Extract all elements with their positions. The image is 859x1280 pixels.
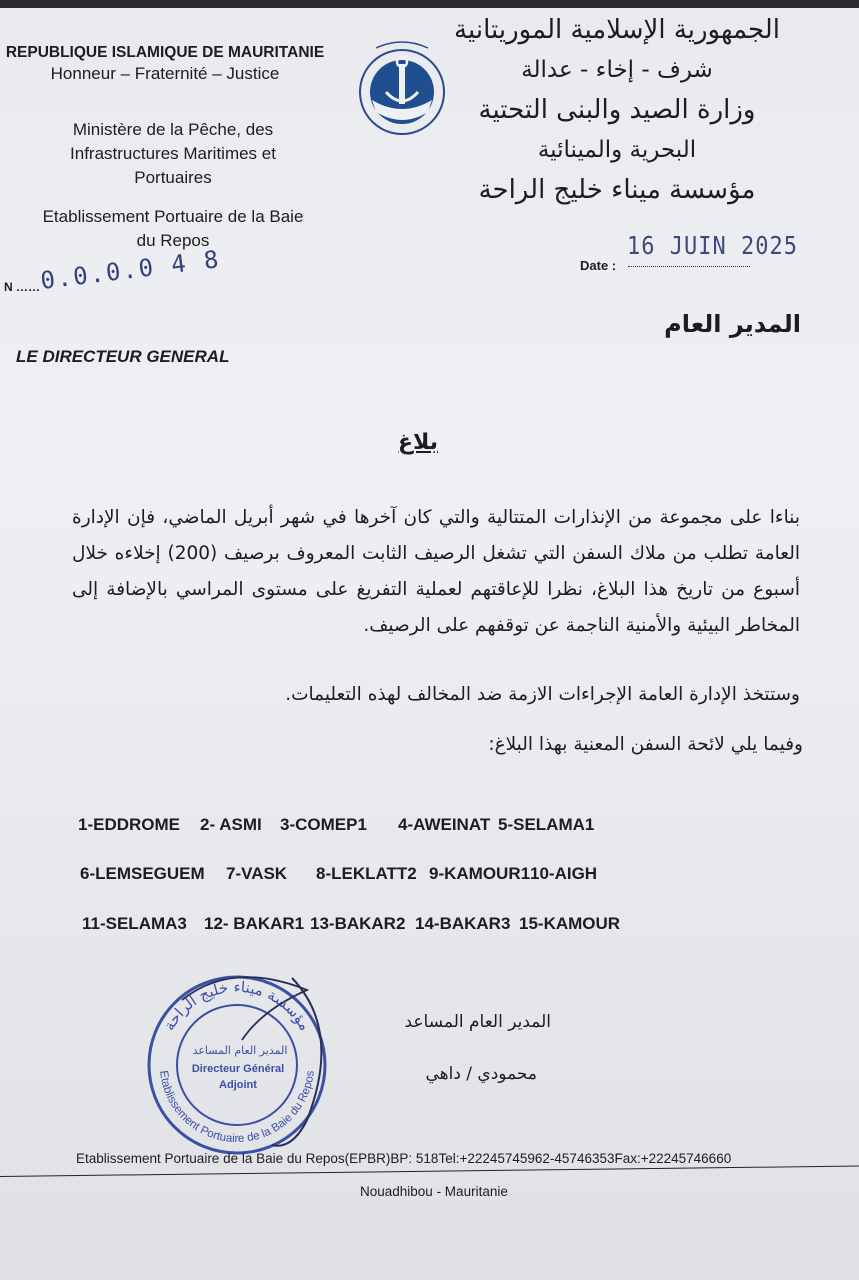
establishment-ar: مؤسسة ميناء خليج الراحة: [478, 175, 756, 205]
ship-item: 5-SELAMA1: [498, 815, 595, 834]
seal-outer-fr: Etablissement Portuaire de la Baie du Repos: [157, 1069, 317, 1146]
notice-title: بلاغ: [398, 430, 438, 455]
establishment-fr: Etablissement Portuaire de la Baie du Repos: [42, 207, 304, 250]
body-paragraph-2: وستتخذ الإدارة العامة الإجراءات الازمة ضد المخالف لهذه التعليمات.: [285, 684, 800, 705]
motto-ar: شرف - إخاء - عدالة: [521, 57, 713, 83]
ship-item: 4-AWEINAT: [398, 815, 491, 834]
date-stamp: 16 JUIN 2025: [627, 232, 798, 261]
ship-item: 13-BAKAR2: [310, 914, 406, 933]
ship-item: 3-COMEP1: [280, 815, 367, 834]
seal-inner-fr1: Directeur Général: [191, 1063, 285, 1075]
ministry-ar-line2: البحرية والمينائية: [537, 137, 697, 163]
motto-fr: Honneur – Fraternité – Justice: [50, 64, 280, 83]
footer-city: Nouadhibou - Mauritanie: [360, 1184, 508, 1199]
ship-item: 7-VASK: [226, 864, 288, 883]
header-ar: [437, 10, 797, 210]
director-title-fr: LE DIRECTEUR GENERAL: [16, 347, 230, 366]
seal-outer-ar: مؤسسة ميناء خليج الراحة: [159, 977, 315, 1034]
ship-item: 9-KAMOUR1: [429, 864, 531, 883]
ship-item: 14-BAKAR3: [415, 914, 511, 933]
body-paragraph-3: وفيما يلي لائحة السفن المعنية بهذا البلاغ:: [488, 734, 803, 755]
country-fr: REPUBLIQUE ISLAMIQUE DE MAURITANIE: [5, 44, 325, 61]
body-paragraph-1: بناءا على مجموعة من الإنذارات المتتالية والتي كان آخرها في شهر أبريل الماضي، فإن الإدارة العامة تطلب من ملاك السفن التي تشغل الرصيف الثابت المعروف برصيف (200) إخلاءه خلال أسبوع من تاريخ هذا البلاغ، نظرا للإعاقتهم لعملية التفريغ على مستوى المراسي بالإضافة إلى المخاطر البيئية والأمنية الناجمة عن توقفهم على الرصيف.: [72, 507, 800, 636]
ship-row-2: [80, 864, 597, 884]
ship-row-3: [82, 914, 620, 934]
footer-address: Etablissement Portuaire de la Baie du Repos(EPBR)BP: 518Tel:+22245745962-45746353Fax:+22245746660: [76, 1151, 732, 1166]
number-label: N ……: [4, 280, 40, 294]
header-fr: [0, 42, 330, 84]
signature-name: محمودي / داهي: [425, 1064, 537, 1084]
ship-row-1: [78, 815, 594, 835]
ship-item: 15-KAMOUR: [519, 914, 621, 933]
ship-item: 11-SELAMA3: [82, 914, 187, 933]
date-dotted-line: [628, 266, 750, 267]
number-value: 0.0.0.0 4 8: [38, 245, 222, 295]
ship-item: 6-LEMSEGUEM: [80, 864, 205, 883]
ministry-ar-line1: وزارة الصيد والبنى التحتية: [478, 95, 756, 125]
official-seal-icon: [142, 970, 332, 1160]
top-edge: [0, 0, 859, 8]
ship-item: 10-AIGH: [530, 864, 598, 883]
ship-item: 2- ASMI: [200, 815, 262, 834]
country-ar: الجمهورية الإسلامية الموريتانية: [454, 15, 780, 45]
ship-item: 12- BAKAR1: [204, 914, 305, 933]
ministry-fr: Ministère de la Pêche, des Infrastructures Maritimes et Portuaires: [70, 120, 276, 187]
ship-item: 8-LEKLATT2: [316, 864, 417, 883]
footer-divider: [0, 1166, 859, 1177]
seal-inner-fr2: Adjoint: [219, 1079, 257, 1091]
seal-inner-ar: المدير العام المساعد: [192, 1044, 288, 1057]
signature-title: المدير العام المساعد: [404, 1012, 551, 1032]
date-label: Date :: [580, 258, 617, 273]
ship-item: 1-EDDROME: [78, 815, 181, 834]
director-title-ar: المدير العام: [664, 310, 801, 338]
